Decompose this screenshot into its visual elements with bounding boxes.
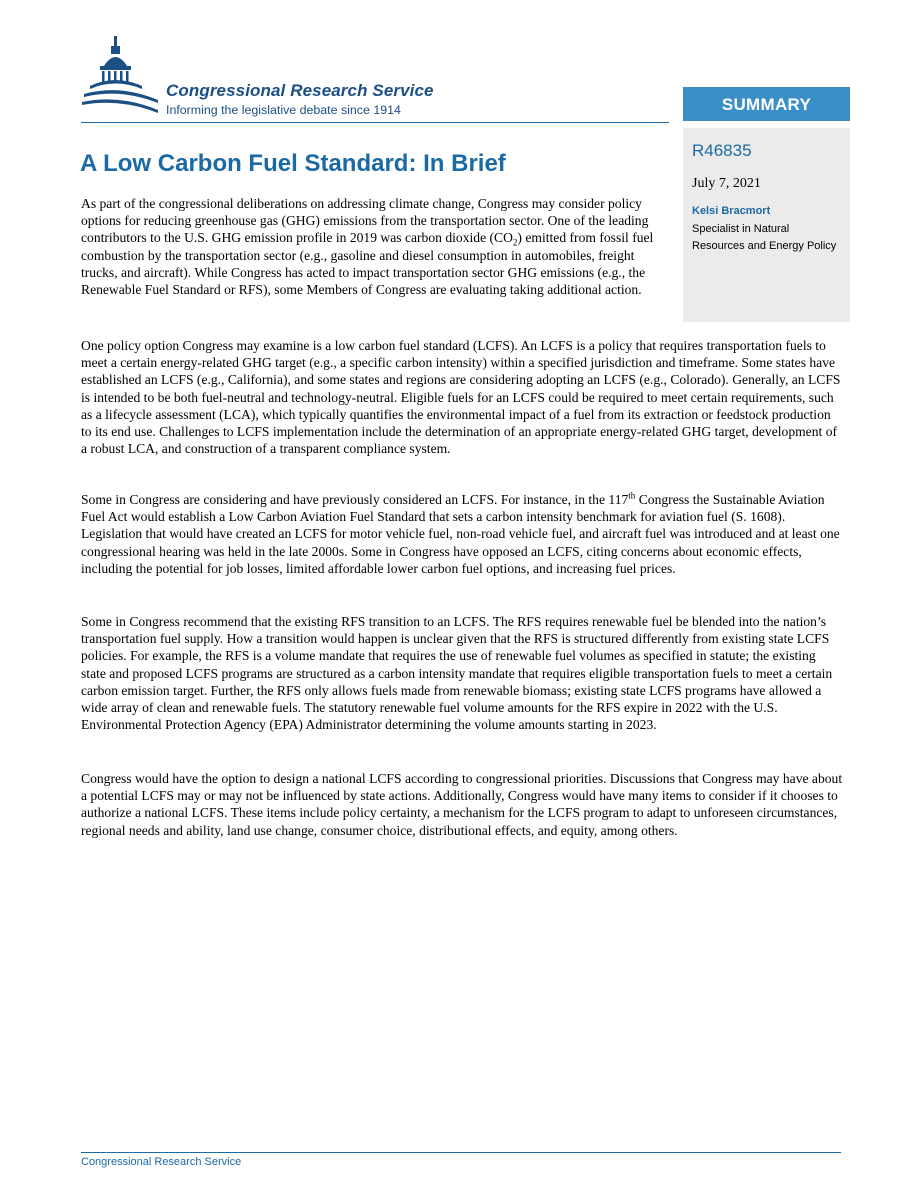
- paragraph-3: Some in Congress are considering and have previously considered an LCFS. For instance, in the 117th Congress the Sustainable Aviation Fuel Act would establish a Low Carbon Aviation Fuel Standard that sets a carbon intensity benchmark for aviation fuel (S. 1608). Legislation that would have created an LCFS for motor vehicle fuel, non-road vehicle fuel, and aircraft fuel was introduced and at least one congressional hearing was held in the late 2000s. Some in Congress have opposed an LCFS, citing concerns about economic effects, including the potential for job losses, limited affordable lower carbon fuel options, and increasing fuel prices.: [81, 490, 840, 576]
- report-number: R46835: [692, 141, 752, 160]
- footer-text: Congressional Research Service: [81, 1156, 242, 1168]
- header-divider: [81, 122, 669, 123]
- brand-name: Congressional Research Service: [166, 81, 434, 100]
- capitol-dome-icon: [80, 34, 162, 124]
- paragraph-2: One policy option Congress may examine is a low carbon fuel standard (LCFS). An LCFS is a policy that requires transportation fuels to meet a certain energy-related GHG target (e.g., a specific carbon intensity) within a specified jurisdiction and timeframe. Some states have established an LCFS (e.g., California), and some states and regions are considering adopting an LCFS (e.g., Colorado). Generally, an LCFS is intended to be both fuel-neutral and technology-neutral. Eligible fuels for an LCFS could be required to meet certain requirements, such as a lifecycle assessment (LCA), which typically quantifies the environmental impact of a fuel from its extraction or feedstock production to its end use. Challenges to LCFS implementation include the determination of an appropriate energy-related GHG target, development of a robust LCA, and construction of a transparent compliance system.: [81, 338, 841, 457]
- footer-divider: [81, 1152, 841, 1153]
- paragraph-1: As part of the congressional deliberations on addressing climate change, Congress may consider policy options for reducing greenhouse gas (GHG) emissions from the transportation sector. One of the leading contributors to the U.S. GHG emission profile in 2019 was carbon dioxide $(CO_2)$ emitted from fossil fuel combustion by the transportation sector (e.g., gasoline and diesel consumption in automobiles, freight trucks, and aircraft). While Congress has acted to impact transportation sector GHG emissions (e.g., the Renewable Fuel Standard or RFS), some Members of Congress are evaluating taking additional action.: [81, 196, 654, 298]
- paragraph-5: Congress would have the option to design a national LCFS according to congressional priorities. Discussions that Congress may have about a potential LCFS may or may not be influenced by state actions. Additionally, Congress would have many items to consider if it chooses to authorize a national LCFS. These items include policy certainty, a mechanism for the LCFS program to adapt to unforeseen circumstances, regional needs and ability, land use change, consumer choice, distributional effects, and equity, among others.: [81, 771, 843, 838]
- author-title: Specialist in Natural Resources and Energy Policy: [692, 223, 837, 252]
- brand-tagline: Informing the legislative debate since 1914: [166, 103, 401, 117]
- report-date: July 7, 2021: [692, 176, 761, 191]
- crs-logo[interactable]: [80, 34, 480, 124]
- paragraph-4: Some in Congress recommend that the existing RFS transition to an LCFS. The RFS requires renewable fuel be blended into the nation’s transportation fuel supply. How a transition would happen is unclear given that the RFS is structured differently from existing state LCFS policies. For example, the RFS is a volume mandate that requires the use of renewable fuel volumes as specified in statute; the existing state and proposed LCFS programs are structured as a carbon intensity mandate that requires eligible transportation fuels to meet a certain carbon emission target. Further, the RFS only allows fuels made from renewable biomass; existing state LCFS programs have allowed a wide array of clean and renewable fuels. The statutory renewable fuel volume amounts for the RFS expire in 2022 with the U.S. Environmental Protection Agency (EPA) Administrator determining the volume amounts starting in 2023.: [81, 614, 833, 733]
- page-title: A Low Carbon Fuel Standard: In Brief: [80, 150, 506, 177]
- author-name[interactable]: Kelsi Bracmort: [692, 205, 771, 217]
- summary-tab[interactable]: SUMMARY: [683, 87, 850, 121]
